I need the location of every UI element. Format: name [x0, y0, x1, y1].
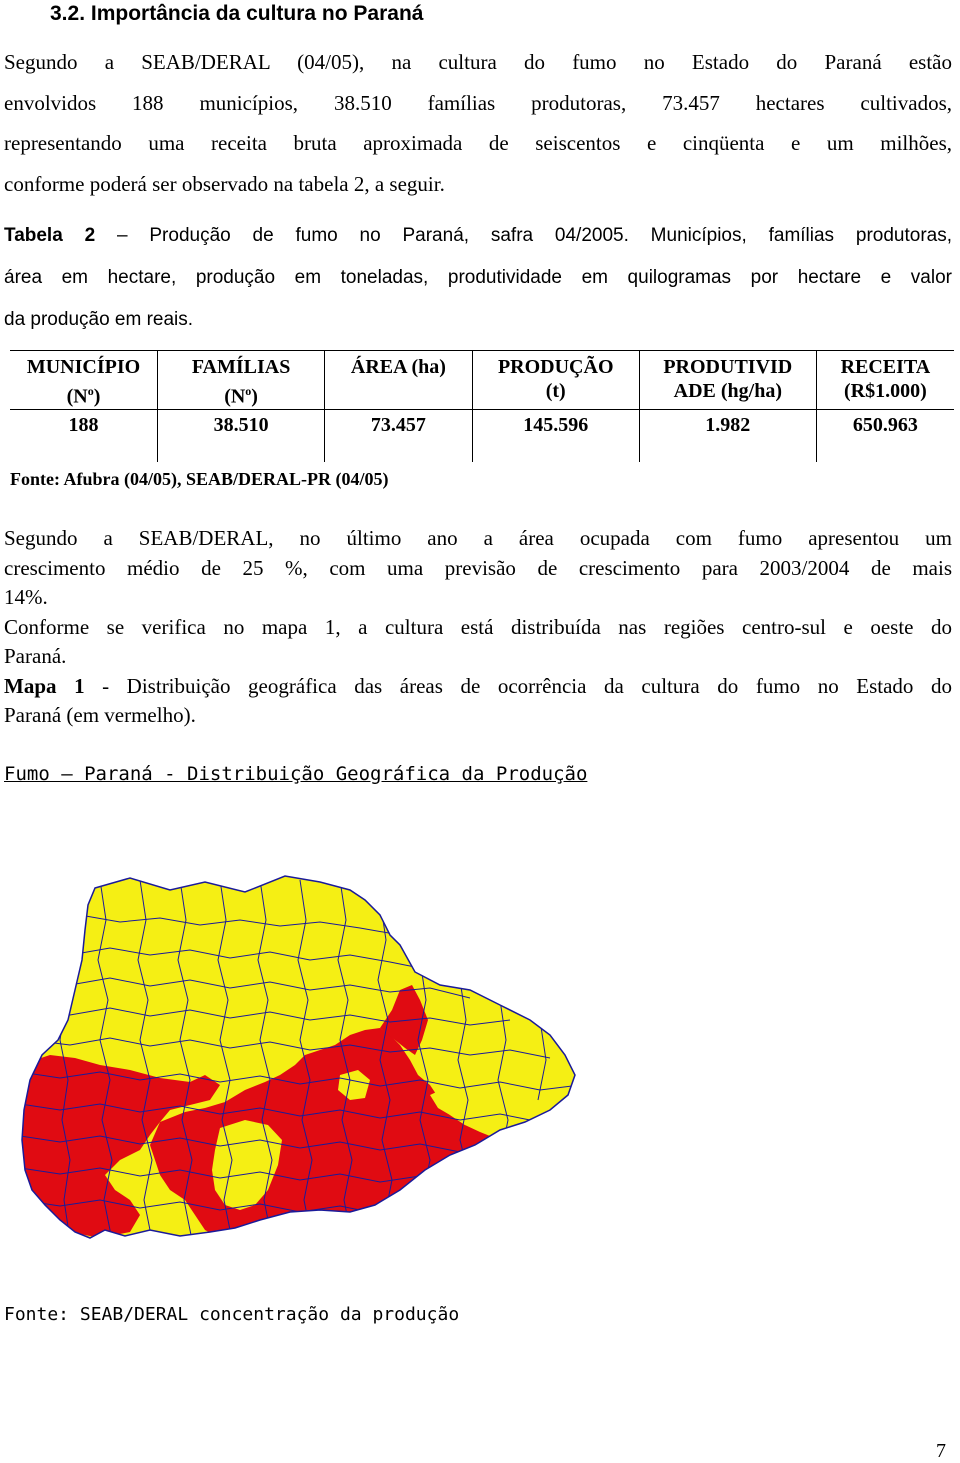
intro-line-2: envolvidos 188 municípios, 38.510 famílias produtoras, 73.457 hectares cultivados, — [4, 90, 952, 115]
header-municipio: MUNICÍPIO $(N^o)$ — [26, 356, 141, 408]
section-heading: 3.2. Importância da cultura no Paraná — [50, 2, 424, 25]
caption-line-1-text: – Produção de fumo no Paraná, safra 04/2005. Municípios, famílias produtoras, — [95, 225, 952, 246]
intro-line-4: conforme poderá ser observado na tabela 2, a seguir. — [4, 171, 445, 196]
body-text — [4, 524, 952, 731]
caption-line-2: área em hectare, produção em toneladas, produtividade em quilogramas por hectare e valor — [4, 267, 952, 288]
table-source: Fonte: Afubra (04/05), SEAB/DERAL-PR (04/05) — [10, 469, 389, 489]
body-p3-line-1: Mapa 1 - Distribuição geográfica das áreas de ocorrência da cultura do fumo no Estado do — [4, 673, 952, 698]
intro-line-1: Segundo a SEAB/DERAL (04/05), na cultura do fumo no Estado do Paraná estão — [4, 50, 952, 74]
table-header-row — [10, 351, 954, 410]
cell-produtividade: 1.982 — [639, 409, 816, 462]
body-p1-line-2: crescimento médio de 25 %, com uma previsão de crescimento para 2003/2004 de mais — [4, 555, 952, 580]
body-p3-line-2: Paraná (em vermelho). — [4, 703, 196, 727]
caption-line-3: da produção em reais. — [4, 309, 194, 330]
map-title: Fumo – Paraná - Distribuição Geográfica da Produção — [4, 763, 588, 785]
caption-line-1 — [4, 215, 952, 257]
cell-area: 73.457 — [325, 409, 473, 462]
body-p2-line-2: Paraná. — [4, 644, 67, 668]
header-area: ÁREA (ha) — [325, 351, 473, 410]
production-table — [10, 350, 954, 462]
parana-map — [20, 860, 600, 1260]
body-p2-line-1: Conforme se verifica no mapa 1, a cultura está distribuída nas regiões centro-sul e oeste do — [4, 614, 952, 639]
header-receita: RECEITA (R$1.000) — [816, 351, 954, 410]
cell-familias: 38.510 — [158, 409, 325, 462]
header-produtividade: PRODUTIVID ADE (hg/ha) — [639, 351, 816, 410]
intro-line-3: representando uma receita bruta aproximada de seiscentos e cinqüenta e um milhões, — [4, 131, 952, 155]
header-familias: FAMÍLIAS $(N^o)$ — [158, 351, 325, 410]
body-p1-line-3: 14%. — [4, 585, 48, 609]
header-producao: PRODUÇÃO (t) — [472, 351, 639, 410]
cell-producao: 145.596 — [472, 409, 639, 462]
caption-label: Tabela 2 — [4, 225, 96, 246]
page-number: 7 — [936, 1440, 946, 1462]
map-label: Mapa 1 — [4, 673, 85, 698]
intro-paragraph — [4, 42, 952, 204]
map-source: Fonte: SEAB/DERAL concentração da produção — [4, 1304, 460, 1325]
cell-receita: 650.963 — [816, 409, 954, 462]
cell-municipios: 188 — [68, 413, 99, 436]
table-row — [10, 409, 954, 462]
table-caption — [4, 215, 952, 341]
body-p1-line-1: Segundo a SEAB/DERAL, no último ano a área ocupada com fumo apresentou um — [4, 526, 952, 550]
